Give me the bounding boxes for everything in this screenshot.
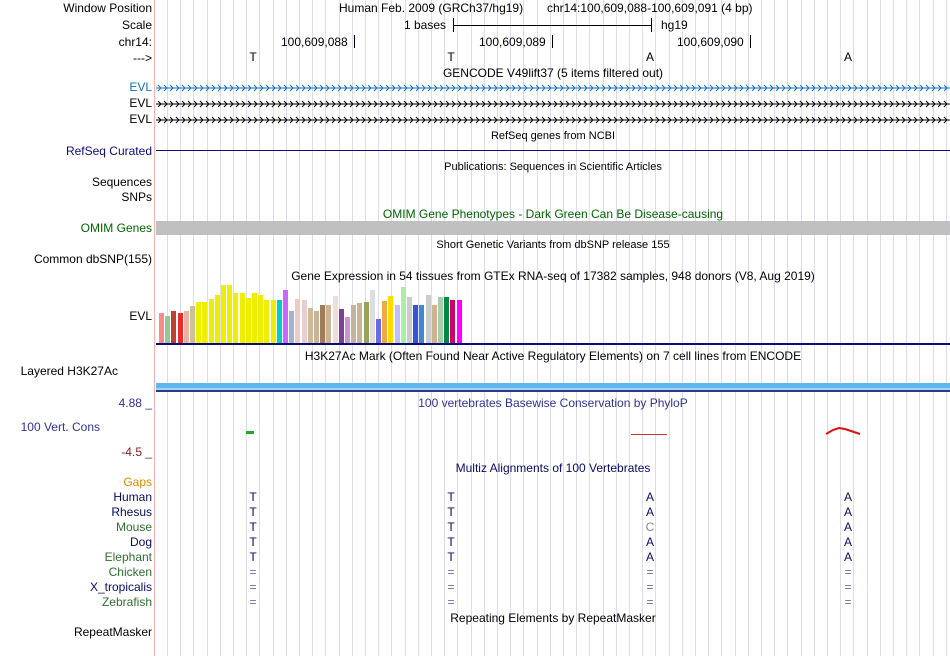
gtex-tissue-bar[interactable] [388, 296, 393, 344]
alignment-base: = [646, 580, 654, 594]
species-label[interactable]: Zebrafish [101, 595, 152, 609]
alignment-base: T [447, 520, 455, 534]
alignment-base: A [843, 520, 852, 534]
dbsnp-label[interactable]: Common dbSNP(155) [33, 252, 152, 266]
species-label[interactable]: Chicken [108, 565, 152, 579]
species-label[interactable]: Elephant [104, 550, 152, 564]
gtex-tissue-bar[interactable] [271, 300, 276, 344]
gtex-tissue-bar[interactable] [165, 316, 170, 344]
gencode-transcripts[interactable] [156, 80, 950, 128]
conservation-max-label: 4.88 _ [118, 396, 152, 410]
alignment-base: T [249, 505, 257, 519]
multiz-track-title[interactable]: Multiz Alignments of 100 Vertebrates [455, 461, 651, 475]
dna-base: T [249, 50, 257, 64]
alignment-base: = [447, 580, 455, 594]
dna-base: A [843, 50, 852, 64]
conservation-track-title[interactable]: 100 vertebrates Basewise Conservation by PhyloP [418, 396, 688, 410]
gtex-tissue-bar[interactable] [246, 298, 251, 344]
gtex-tissue-bar[interactable] [413, 305, 418, 344]
scale-bar [453, 18, 652, 32]
gtex-tissue-bar[interactable] [240, 293, 245, 344]
conservation-min-label: -4.5 _ [121, 445, 152, 459]
alignment-base: A [645, 550, 654, 564]
strand-label[interactable]: ---> [133, 51, 152, 65]
gencode-item-label[interactable]: EVL [129, 80, 152, 94]
gtex-tissue-bar[interactable] [326, 305, 331, 344]
gaps-label: Gaps [123, 475, 152, 489]
alignment-base: = [844, 595, 852, 609]
scale-value: 1 bases [404, 18, 447, 32]
gencode-item-label[interactable]: EVL [129, 112, 152, 126]
gtex-tissue-bar[interactable] [202, 302, 207, 344]
alignment-base: = [844, 580, 852, 594]
ruler-tick [750, 35, 751, 48]
gtex-tissue-bar[interactable] [178, 313, 183, 344]
refseq-track-title[interactable]: RefSeq genes from NCBI [490, 130, 616, 142]
gtex-tissue-bar[interactable] [227, 285, 232, 344]
omim-gene-bar[interactable] [156, 221, 950, 235]
assembly-name: Human Feb. 2009 (GRCh37/hg19) [339, 1, 524, 15]
gtex-tissue-bar[interactable] [209, 299, 214, 344]
position-readout[interactable]: chr14:100,609,088-100,609,091 (4 bp) [547, 1, 753, 15]
gtex-tissue-bar[interactable] [190, 306, 195, 344]
conservation-label[interactable]: 100 Vert. Cons [20, 420, 100, 434]
gtex-track-title[interactable]: Gene Expression in 54 tissues from GTEx RNA-seq of 17382 samples, 948 donors (V8, Aug 2019) [291, 269, 815, 283]
gtex-tissue-bar[interactable] [401, 287, 406, 344]
chrom-label: chr14: [118, 35, 152, 49]
species-label[interactable]: Dog [129, 535, 152, 549]
gtex-tissue-bar[interactable] [196, 302, 201, 344]
refseq-gene-line[interactable] [156, 150, 950, 151]
gtex-tissue-bar[interactable] [302, 300, 307, 344]
alignment-base: T [447, 490, 455, 504]
h3k27ac-signal-base [156, 390, 950, 392]
gtex-tissue-bar[interactable] [277, 300, 282, 344]
ruler-tick-label: 100,609,090 [677, 35, 744, 49]
repeatmasker-track-title[interactable]: Repeating Elements by RepeatMasker [450, 611, 656, 625]
ruler-tick [552, 35, 553, 48]
gtex-tissue-bar[interactable] [159, 313, 164, 344]
alignment-base: A [843, 550, 852, 564]
gtex-tissue-bar[interactable] [444, 297, 449, 344]
gtex-tissue-bar[interactable] [320, 305, 325, 344]
h3k27ac-track-title[interactable]: H3K27Ac Mark (Often Found Near Active Regulatory Elements) on 7 cell lines from ENCODE [304, 349, 802, 363]
gtex-tissue-bar[interactable] [264, 300, 269, 344]
publications-track-title[interactable]: Publications: Sequences in Scientific Articles [444, 161, 662, 173]
alignment-base: A [645, 535, 654, 549]
gencode-track-title[interactable]: GENCODE V49lift37 (5 items filtered out) [442, 66, 664, 80]
alignment-base: T [447, 505, 455, 519]
gtex-tissue-bar[interactable] [252, 293, 257, 344]
alignment-base: = [249, 595, 257, 609]
alignment-base: = [249, 565, 257, 579]
gtex-tissue-bar[interactable] [333, 296, 338, 344]
alignment-base: = [646, 565, 654, 579]
dbsnp-track-title[interactable]: Short Genetic Variants from dbSNP release 155 [436, 239, 670, 251]
gtex-tissue-bar[interactable] [395, 305, 400, 344]
species-label[interactable]: Mouse [115, 520, 152, 534]
gencode-item-label[interactable]: EVL [129, 96, 152, 110]
gtex-tissue-bar[interactable] [407, 297, 412, 344]
alignment-base: C [645, 520, 655, 534]
gtex-tissue-bar[interactable] [171, 311, 176, 344]
omim-track-title[interactable]: OMIM Gene Phenotypes - Dark Green Can Be Disease-causing [382, 207, 724, 221]
alignment-base: T [249, 520, 257, 534]
gtex-tissue-bar[interactable] [419, 305, 424, 344]
ruler-tick-label: 100,609,089 [479, 35, 546, 49]
gtex-tissue-bar[interactable] [233, 293, 238, 344]
alignment-base: T [249, 535, 257, 549]
gtex-tissue-bar[interactable] [339, 309, 344, 344]
alignment-base: = [844, 565, 852, 579]
scale-db: hg19 [661, 18, 688, 32]
omim-label[interactable]: OMIM Genes [80, 221, 152, 235]
publications-snps-label[interactable]: SNPs [121, 190, 152, 204]
alignment-base: = [249, 580, 257, 594]
gtex-tissue-bar[interactable] [432, 305, 437, 344]
species-label[interactable]: X_tropicalis [89, 580, 152, 594]
publications-sequences-label[interactable]: Sequences [91, 175, 152, 189]
gtex-tissue-bar[interactable] [450, 300, 455, 344]
gtex-tissue-bar[interactable] [382, 301, 387, 344]
gtex-tissue-bar[interactable] [289, 311, 294, 344]
repeatmasker-label[interactable]: RepeatMasker [73, 625, 152, 639]
h3k27ac-label[interactable]: Layered H3K27Ac [20, 364, 118, 378]
gtex-tissue-bar[interactable] [314, 311, 319, 344]
alignment-base: T [249, 550, 257, 564]
scale-label: Scale [121, 18, 152, 32]
gtex-tissue-bar[interactable] [184, 311, 189, 344]
gtex-expression-chart[interactable] [156, 284, 950, 346]
label-column-divider [154, 0, 155, 656]
alignment-base: A [843, 535, 852, 549]
gtex-tissue-bar[interactable] [258, 295, 263, 344]
ruler-tick-label: 100,609,088 [281, 35, 348, 49]
species-label[interactable]: Human [113, 490, 152, 504]
species-label[interactable]: Rhesus [111, 505, 152, 519]
gtex-tissue-bar[interactable] [370, 290, 375, 344]
gtex-tissue-bar[interactable] [221, 285, 226, 344]
alignment-base: = [447, 595, 455, 609]
gtex-tissue-bar[interactable] [295, 299, 300, 344]
alignment-base: A [843, 490, 852, 504]
conservation-graph[interactable] [156, 420, 950, 440]
ruler-tick [354, 35, 355, 48]
alignment-base: = [646, 595, 654, 609]
gtex-tissue-bar[interactable] [215, 295, 220, 344]
gtex-tissue-bar[interactable] [426, 295, 431, 344]
dna-base: A [645, 50, 654, 64]
alignment-base: T [447, 550, 455, 564]
gtex-tissue-bar[interactable] [357, 303, 362, 344]
refseq-label[interactable]: RefSeq Curated [65, 144, 152, 158]
alignment-base: A [843, 505, 852, 519]
alignment-base: T [447, 535, 455, 549]
alignment-base: A [645, 490, 654, 504]
alignment-base: = [447, 565, 455, 579]
gtex-tissue-bar[interactable] [345, 317, 350, 344]
gtex-label[interactable]: EVL [129, 309, 152, 323]
gtex-tissue-bar[interactable] [283, 290, 288, 344]
gtex-tissue-bar[interactable] [438, 297, 443, 344]
gtex-tissue-bar[interactable] [351, 305, 356, 344]
window-position-label: Window Position [63, 1, 152, 15]
gtex-tissue-bar[interactable] [364, 302, 369, 344]
gtex-tissue-bar[interactable] [308, 308, 313, 344]
dna-base: T [447, 50, 455, 64]
gtex-tissue-bar[interactable] [376, 319, 381, 344]
alignment-base: T [249, 490, 257, 504]
gtex-tissue-bar[interactable] [457, 300, 462, 344]
alignment-base: A [645, 505, 654, 519]
